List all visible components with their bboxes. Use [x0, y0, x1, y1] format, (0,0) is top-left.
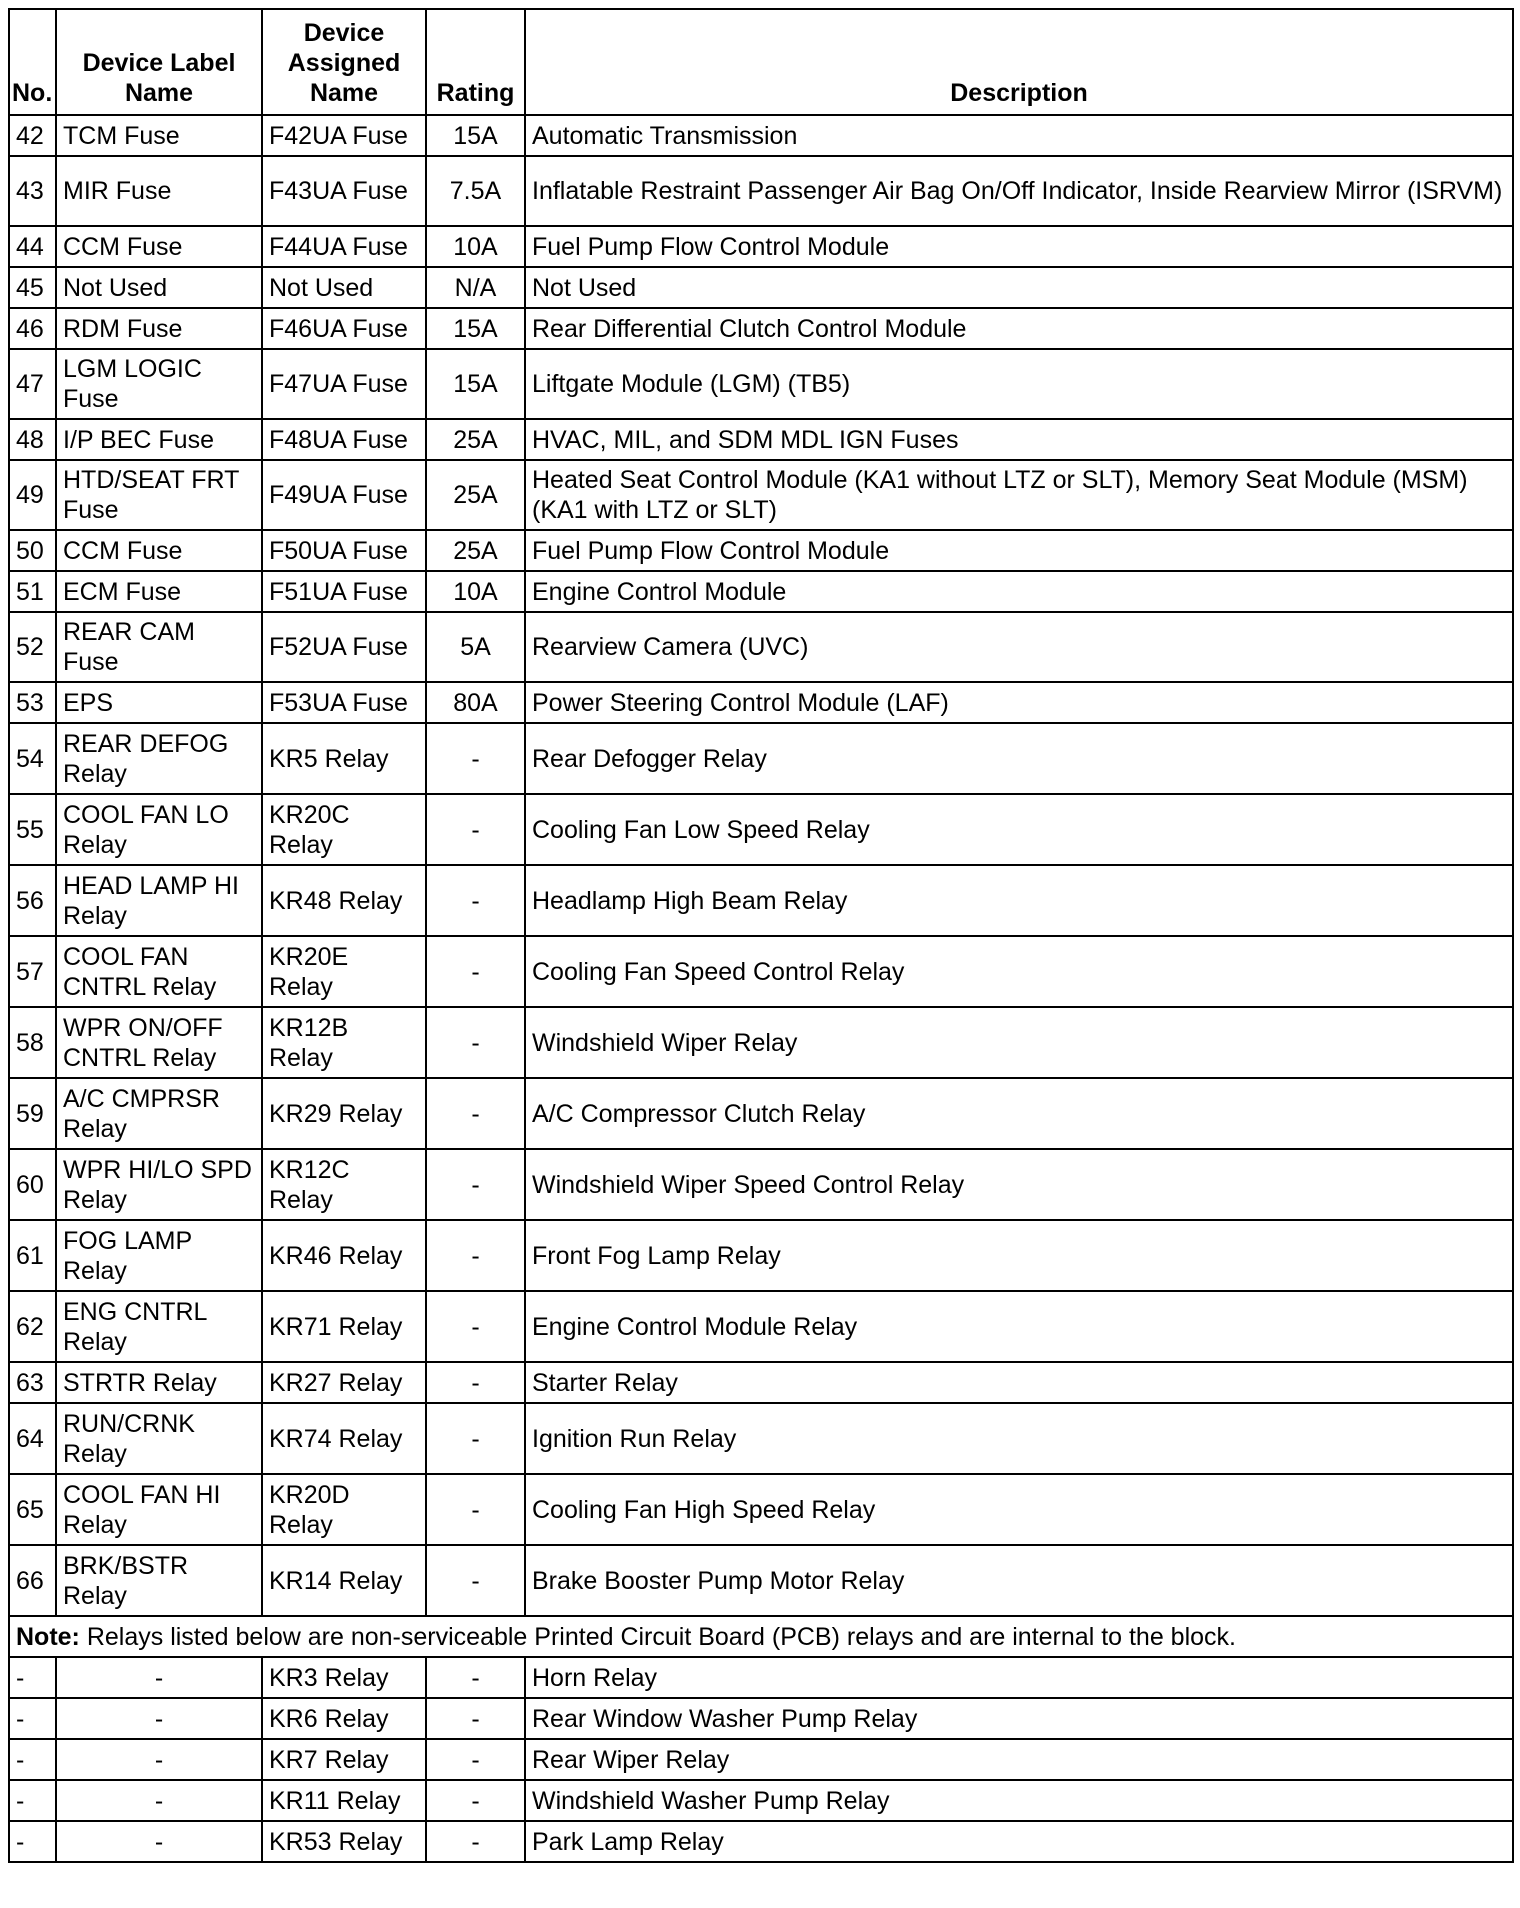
cell-rating: -: [426, 1078, 525, 1149]
cell-description: Headlamp High Beam Relay: [525, 865, 1513, 936]
cell-assigned: F50UA Fuse: [262, 530, 426, 571]
table-row: [9, 1220, 1513, 1291]
table-row: [9, 419, 1513, 460]
cell-label: MIR Fuse: [56, 156, 262, 226]
cell-label: -: [56, 1780, 262, 1821]
cell-no: -: [9, 1821, 56, 1862]
cell-description: Fuel Pump Flow Control Module: [525, 530, 1513, 571]
cell-assigned: KR6 Relay: [262, 1698, 426, 1739]
cell-rating: -: [426, 1474, 525, 1545]
cell-description: Cooling Fan Low Speed Relay: [525, 794, 1513, 865]
cell-rating: 25A: [426, 530, 525, 571]
table-header: [9, 9, 1513, 115]
cell-no: 52: [9, 612, 56, 682]
cell-label: WPR HI/LO SPD Relay: [56, 1149, 262, 1220]
header-no: No.: [9, 9, 56, 115]
cell-description: Not Used: [525, 267, 1513, 308]
cell-assigned: KR71 Relay: [262, 1291, 426, 1362]
cell-no: 59: [9, 1078, 56, 1149]
cell-no: 61: [9, 1220, 56, 1291]
cell-description: Rearview Camera (UVC): [525, 612, 1513, 682]
cell-label: TCM Fuse: [56, 115, 262, 156]
cell-assigned: Not Used: [262, 267, 426, 308]
cell-assigned: KR74 Relay: [262, 1403, 426, 1474]
cell-no: 46: [9, 308, 56, 349]
cell-label: BRK/BSTR Relay: [56, 1545, 262, 1616]
cell-rating: 5A: [426, 612, 525, 682]
cell-label: HEAD LAMP HI Relay: [56, 865, 262, 936]
cell-description: Inflatable Restraint Passenger Air Bag On/Off Indicator, Inside Rearview Mirror (ISRVM): [525, 156, 1513, 226]
cell-description: Front Fog Lamp Relay: [525, 1220, 1513, 1291]
cell-rating: 10A: [426, 226, 525, 267]
cell-no: 45: [9, 267, 56, 308]
cell-no: 54: [9, 723, 56, 794]
cell-description: Horn Relay: [525, 1657, 1513, 1698]
cell-assigned: F51UA Fuse: [262, 571, 426, 612]
cell-rating: -: [426, 1403, 525, 1474]
table-row: [9, 1474, 1513, 1545]
cell-rating: -: [426, 723, 525, 794]
table-row: [9, 1545, 1513, 1616]
cell-assigned: F44UA Fuse: [262, 226, 426, 267]
cell-no: 51: [9, 571, 56, 612]
table-row: [9, 723, 1513, 794]
table-row: [9, 571, 1513, 612]
cell-description: Heated Seat Control Module (KA1 without LTZ or SLT), Memory Seat Module (MSM) (KA1 with LTZ or SLT): [525, 460, 1513, 530]
cell-label: COOL FAN HI Relay: [56, 1474, 262, 1545]
cell-description: Windshield Wiper Relay: [525, 1007, 1513, 1078]
table-body: [9, 115, 1513, 1862]
cell-assigned: KR7 Relay: [262, 1739, 426, 1780]
cell-no: 66: [9, 1545, 56, 1616]
cell-no: -: [9, 1780, 56, 1821]
table-row: [9, 156, 1513, 226]
cell-rating: -: [426, 865, 525, 936]
cell-description: Rear Wiper Relay: [525, 1739, 1513, 1780]
cell-assigned: KR12C Relay: [262, 1149, 426, 1220]
header-rating: Rating: [426, 9, 525, 115]
table-row: [9, 936, 1513, 1007]
cell-description: Automatic Transmission: [525, 115, 1513, 156]
cell-no: 47: [9, 349, 56, 419]
cell-no: 55: [9, 794, 56, 865]
cell-rating: 80A: [426, 682, 525, 723]
cell-description: Fuel Pump Flow Control Module: [525, 226, 1513, 267]
cell-rating: -: [426, 1821, 525, 1862]
cell-rating: 7.5A: [426, 156, 525, 226]
note-prefix: Note:: [16, 1622, 80, 1651]
cell-rating: -: [426, 1657, 525, 1698]
cell-description: Park Lamp Relay: [525, 1821, 1513, 1862]
cell-label: RUN/CRNK Relay: [56, 1403, 262, 1474]
cell-description: Cooling Fan High Speed Relay: [525, 1474, 1513, 1545]
cell-label: ENG CNTRL Relay: [56, 1291, 262, 1362]
table-row: [9, 267, 1513, 308]
table-row: [9, 612, 1513, 682]
table-row: [9, 1291, 1513, 1362]
cell-assigned: KR46 Relay: [262, 1220, 426, 1291]
cell-assigned: F48UA Fuse: [262, 419, 426, 460]
pcb-table-row: [9, 1739, 1513, 1780]
cell-label: COOL FAN CNTRL Relay: [56, 936, 262, 1007]
cell-description: Windshield Washer Pump Relay: [525, 1780, 1513, 1821]
cell-rating: 15A: [426, 115, 525, 156]
cell-no: 65: [9, 1474, 56, 1545]
cell-no: -: [9, 1698, 56, 1739]
cell-assigned: F49UA Fuse: [262, 460, 426, 530]
cell-assigned: KR20E Relay: [262, 936, 426, 1007]
cell-no: 43: [9, 156, 56, 226]
cell-label: REAR DEFOG Relay: [56, 723, 262, 794]
cell-label: CCM Fuse: [56, 226, 262, 267]
table-row: [9, 1149, 1513, 1220]
cell-no: 53: [9, 682, 56, 723]
cell-description: Rear Differential Clutch Control Module: [525, 308, 1513, 349]
cell-no: 49: [9, 460, 56, 530]
table-row: [9, 460, 1513, 530]
cell-description: Ignition Run Relay: [525, 1403, 1513, 1474]
note-row: [9, 1616, 1513, 1657]
cell-rating: -: [426, 1545, 525, 1616]
table-row: [9, 865, 1513, 936]
cell-description: Engine Control Module: [525, 571, 1513, 612]
cell-assigned: KR5 Relay: [262, 723, 426, 794]
pcb-table-row: [9, 1780, 1513, 1821]
cell-label: -: [56, 1698, 262, 1739]
cell-assigned: F42UA Fuse: [262, 115, 426, 156]
table-row: [9, 1007, 1513, 1078]
cell-description: Starter Relay: [525, 1362, 1513, 1403]
cell-description: Brake Booster Pump Motor Relay: [525, 1545, 1513, 1616]
note-cell: [9, 1616, 1513, 1657]
cell-rating: -: [426, 794, 525, 865]
cell-label: COOL FAN LO Relay: [56, 794, 262, 865]
table-row: [9, 1078, 1513, 1149]
cell-rating: -: [426, 1007, 525, 1078]
cell-rating: 25A: [426, 419, 525, 460]
cell-description: Rear Window Washer Pump Relay: [525, 1698, 1513, 1739]
cell-label: -: [56, 1821, 262, 1862]
cell-description: HVAC, MIL, and SDM MDL IGN Fuses: [525, 419, 1513, 460]
pcb-table-row: [9, 1698, 1513, 1739]
header-device-assigned-name: Device Assigned Name: [262, 9, 426, 115]
cell-assigned: KR53 Relay: [262, 1821, 426, 1862]
cell-label: Not Used: [56, 267, 262, 308]
cell-assigned: F47UA Fuse: [262, 349, 426, 419]
cell-no: 62: [9, 1291, 56, 1362]
cell-assigned: KR12B Relay: [262, 1007, 426, 1078]
cell-description: Power Steering Control Module (LAF): [525, 682, 1513, 723]
cell-no: 60: [9, 1149, 56, 1220]
cell-description: Liftgate Module (LGM) (TB5): [525, 349, 1513, 419]
table-row: [9, 530, 1513, 571]
table-row: [9, 682, 1513, 723]
cell-description: Windshield Wiper Speed Control Relay: [525, 1149, 1513, 1220]
cell-rating: 25A: [426, 460, 525, 530]
cell-no: 57: [9, 936, 56, 1007]
cell-label: EPS: [56, 682, 262, 723]
cell-label: A/C CMPRSR Relay: [56, 1078, 262, 1149]
header-description: Description: [525, 9, 1513, 115]
cell-label: FOG LAMP Relay: [56, 1220, 262, 1291]
cell-label: REAR CAM Fuse: [56, 612, 262, 682]
cell-no: 58: [9, 1007, 56, 1078]
cell-assigned: KR48 Relay: [262, 865, 426, 936]
cell-assigned: KR14 Relay: [262, 1545, 426, 1616]
table-row: [9, 115, 1513, 156]
cell-rating: 15A: [426, 349, 525, 419]
cell-label: WPR ON/OFF CNTRL Relay: [56, 1007, 262, 1078]
cell-assigned: KR11 Relay: [262, 1780, 426, 1821]
cell-assigned: F46UA Fuse: [262, 308, 426, 349]
cell-no: 44: [9, 226, 56, 267]
cell-rating: 10A: [426, 571, 525, 612]
table-row: [9, 794, 1513, 865]
cell-description: Rear Defogger Relay: [525, 723, 1513, 794]
cell-label: LGM LOGIC Fuse: [56, 349, 262, 419]
cell-no: 50: [9, 530, 56, 571]
table-row: [9, 308, 1513, 349]
cell-assigned: KR29 Relay: [262, 1078, 426, 1149]
cell-assigned: F53UA Fuse: [262, 682, 426, 723]
cell-description: Cooling Fan Speed Control Relay: [525, 936, 1513, 1007]
cell-assigned: KR27 Relay: [262, 1362, 426, 1403]
pcb-table-row: [9, 1657, 1513, 1698]
cell-no: 64: [9, 1403, 56, 1474]
table-row: [9, 1403, 1513, 1474]
fuse-relay-table: [8, 8, 1514, 1863]
cell-description: A/C Compressor Clutch Relay: [525, 1078, 1513, 1149]
table-row: [9, 1362, 1513, 1403]
cell-assigned: KR20D Relay: [262, 1474, 426, 1545]
cell-label: I/P BEC Fuse: [56, 419, 262, 460]
cell-rating: 15A: [426, 308, 525, 349]
cell-rating: -: [426, 1291, 525, 1362]
cell-assigned: F52UA Fuse: [262, 612, 426, 682]
cell-rating: -: [426, 1739, 525, 1780]
cell-no: -: [9, 1657, 56, 1698]
cell-no: 56: [9, 865, 56, 936]
cell-no: 63: [9, 1362, 56, 1403]
cell-assigned: F43UA Fuse: [262, 156, 426, 226]
cell-label: -: [56, 1657, 262, 1698]
cell-label: STRTR Relay: [56, 1362, 262, 1403]
cell-label: ECM Fuse: [56, 571, 262, 612]
header-device-label-name: Device Label Name: [56, 9, 262, 115]
cell-no: 42: [9, 115, 56, 156]
pcb-table-row: [9, 1821, 1513, 1862]
table-row: [9, 226, 1513, 267]
cell-assigned: KR3 Relay: [262, 1657, 426, 1698]
cell-description: Engine Control Module Relay: [525, 1291, 1513, 1362]
cell-rating: -: [426, 1149, 525, 1220]
cell-rating: -: [426, 1780, 525, 1821]
note-text: Relays listed below are non-serviceable Printed Circuit Board (PCB) relays and are internal to the block.: [79, 1622, 1236, 1651]
cell-assigned: KR20C Relay: [262, 794, 426, 865]
cell-no: -: [9, 1739, 56, 1780]
cell-rating: -: [426, 1362, 525, 1403]
cell-rating: -: [426, 1698, 525, 1739]
table-row: [9, 349, 1513, 419]
cell-label: RDM Fuse: [56, 308, 262, 349]
cell-rating: -: [426, 1220, 525, 1291]
cell-rating: -: [426, 936, 525, 1007]
cell-label: -: [56, 1739, 262, 1780]
cell-label: HTD/SEAT FRT Fuse: [56, 460, 262, 530]
cell-no: 48: [9, 419, 56, 460]
cell-rating: N/A: [426, 267, 525, 308]
cell-label: CCM Fuse: [56, 530, 262, 571]
